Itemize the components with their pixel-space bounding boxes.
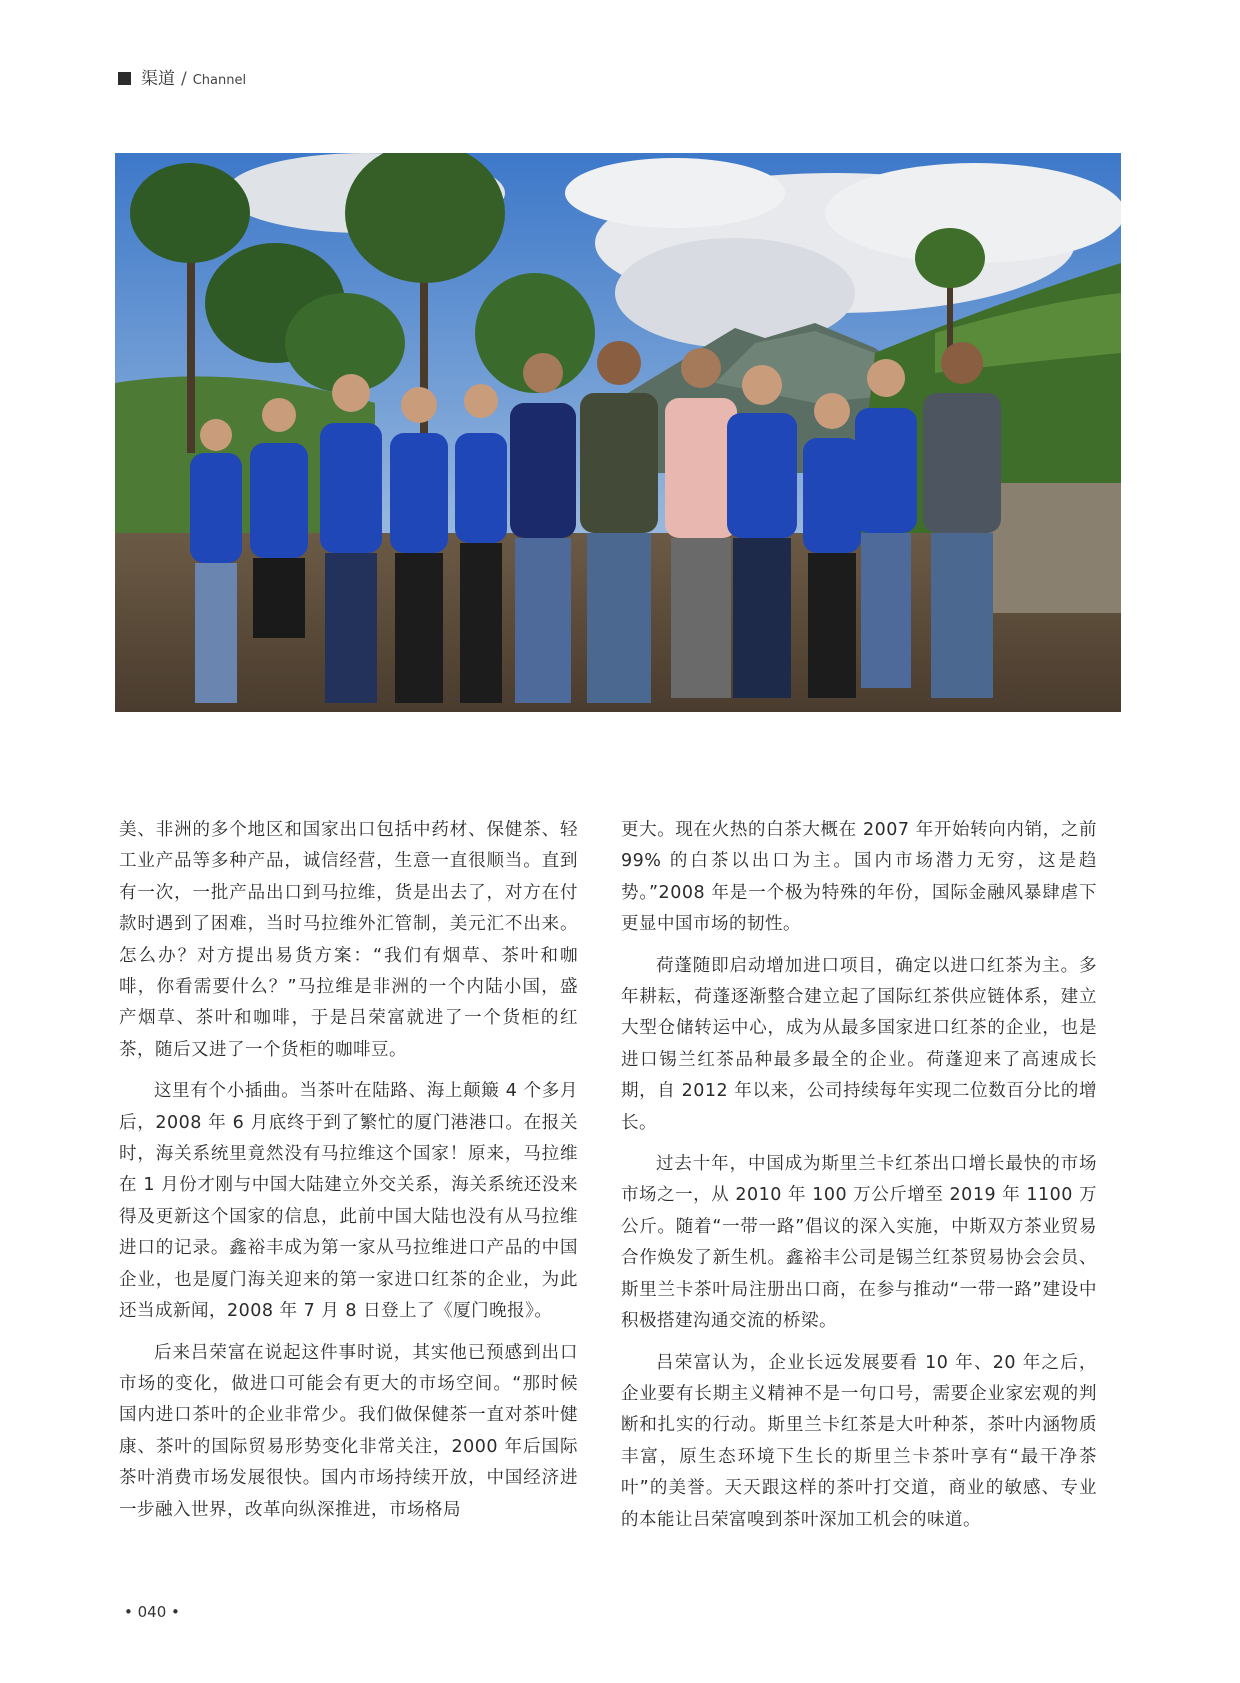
section-title-en: Channel bbox=[192, 73, 247, 88]
paragraph: 荷蓬随即启动增加进口项目，确定以进口红茶为主。多年耕耘，荷蓬逐渐整合建立起了国际红茶供应链体系，建立大型仓储转运中心，成为从最多国家进口红茶的企业，也是进口锡兰红茶品种最多最全的企业。荷蓬迎来了高速成长期，自 2012 年以来，公司持续每年实现二位数百分比的增长。 bbox=[621, 955, 1097, 1133]
page-number: • 040 • bbox=[124, 1603, 180, 1621]
paragraph: 过去十年，中国成为斯里兰卡红茶出口增长最快的市场市场之一，从 2010 年 100 万公斤增至 2019 年 1100 万公斤。随着“一带一路”倡议的深入实施，中斯双方茶业贸易合作焕发了新生机。鑫裕丰公司是锡兰红茶贸易协会会员、斯里兰卡茶叶局注册出口商，在参与推动“一带一路”建设中积极搭建沟通交流的桥梁。 bbox=[621, 1154, 1097, 1332]
paragraph: 这里有个小插曲。当茶叶在陆路、海上颠簸 4 个多月后，2008 年 6 月底终于到了繁忙的厦门港港口。在报关时，海关系统里竟然没有马拉维这个国家！原来，马拉维在 1 月份才刚与中国大陆建立外交关系，海关系统还没来得及更新这个国家的信息，此前中国大陆也没有从马拉维进口的记录。鑫裕丰成为第一家从马拉维进口产品的中国企业，也是厦门海关迎来的第一家进口红茶的企业，为此还当成新闻，2008 年 7 月 8 日登上了《厦门晚报》。 bbox=[119, 1081, 578, 1322]
paragraph: 吕荣富认为，企业长远发展要看 10 年、20 年之后，企业要有长期主义精神不是一句口号，需要企业家宏观的判断和扎实的行动。斯里兰卡红茶是大叶种茶，茶叶内涵物质丰富，原生态环境下生长的斯里兰卡茶叶享有“最干净茶叶”的美誉。天天跟这样的茶叶打交道，商业的敏感、专业的本能让吕荣富嗅到茶叶深加工机会的味道。 bbox=[621, 1352, 1097, 1530]
section-title-cn: 渠道 bbox=[141, 69, 175, 89]
section-header bbox=[118, 64, 246, 89]
paragraph: 后来吕荣富在说起这件事时说，其实他已预感到出口市场的变化，做进口可能会有更大的市场空间。“那时候国内进口茶叶的企业非常少。我们做保健茶一直对茶叶健康、茶叶的国际贸易形势变化非常关注，2000 年后国际茶叶消费市场发展很快。国内市场持续开放，中国经济进一步融入世界，改革向纵深推进，市场格局 bbox=[119, 1342, 578, 1520]
square-bullet-icon bbox=[118, 72, 131, 85]
article-column-right bbox=[621, 815, 1097, 1546]
article-column-left bbox=[119, 815, 578, 1536]
group-photo bbox=[115, 153, 1121, 712]
section-separator: / bbox=[181, 69, 187, 89]
paragraph: 更大。现在火热的白茶大概在 2007 年开始转向内销，之前 99% 的白茶以出口为主。国内市场潜力无穷，这是趋势。”2008 年是一个极为特殊的年份，国际金融风暴肆虐下更显中国市场的韧性。 bbox=[621, 820, 1097, 935]
paragraph: 美、非洲的多个地区和国家出口包括中药材、保健茶、轻工业产品等多种产品，诚信经营，生意一直很顺当。直到有一次，一批产品出口到马拉维，货是出去了，对方在付款时遇到了困难，当时马拉维外汇管制，美元汇不出来。怎么办？对方提出易货方案：“我们有烟草、茶叶和咖啡，你看需要什么？”马拉维是非洲的一个内陆小国，盛产烟草、茶叶和咖啡，于是吕荣富就进了一个货柜的红茶，随后又进了一个货柜的咖啡豆。 bbox=[119, 820, 578, 1060]
